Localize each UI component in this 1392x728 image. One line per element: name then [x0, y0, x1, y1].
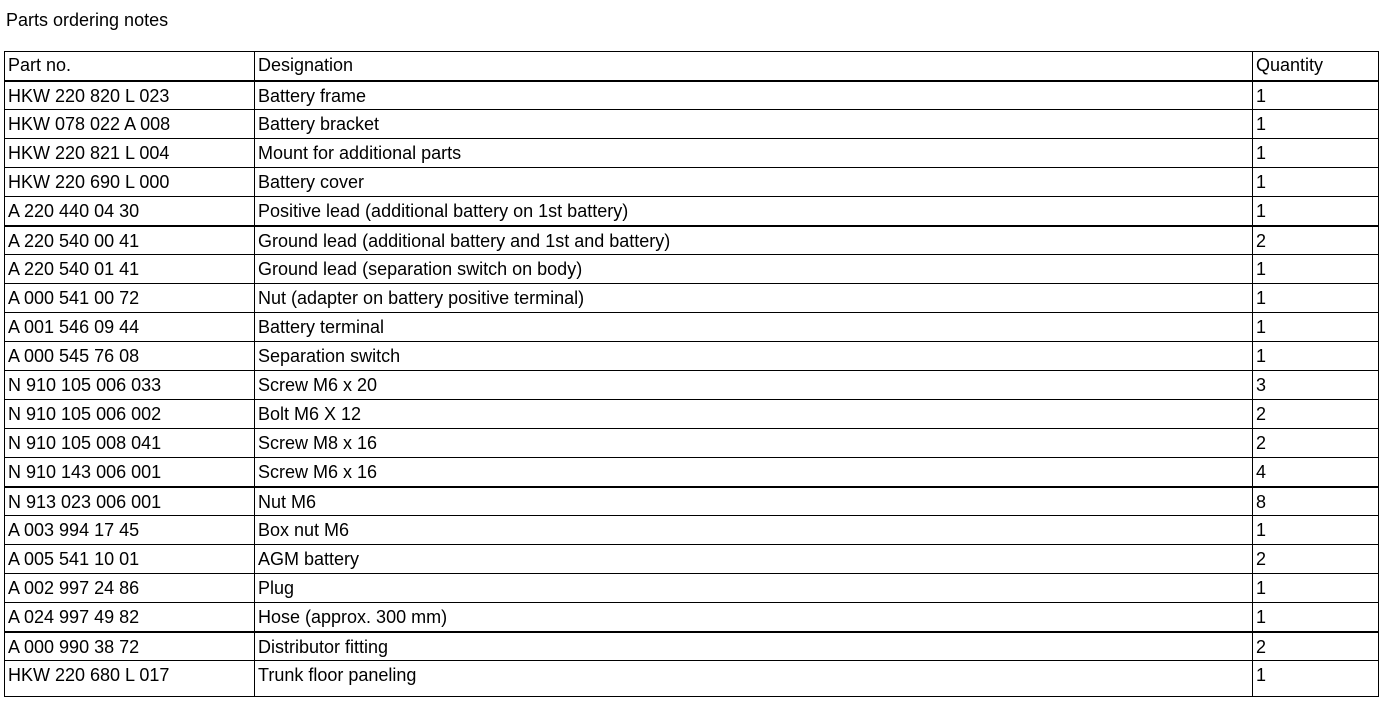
- cell-designation: Bolt M6 X 12: [255, 400, 1253, 429]
- cell-quantity: 2: [1253, 632, 1379, 661]
- cell-designation: Separation switch: [255, 342, 1253, 371]
- cell-quantity: 3: [1253, 371, 1379, 400]
- cell-designation: Box nut M6: [255, 516, 1253, 545]
- cell-part-no: A 220 540 00 41: [5, 226, 255, 255]
- cell-designation: Screw M8 x 16: [255, 429, 1253, 458]
- cell-part-no: N 913 023 006 001: [5, 487, 255, 516]
- table-row: [5, 284, 1379, 313]
- cell-part-no: A 003 994 17 45: [5, 516, 255, 545]
- table-row: [5, 429, 1379, 458]
- cell-quantity: 1: [1253, 110, 1379, 139]
- cell-part-no: A 000 541 00 72: [5, 284, 255, 313]
- cell-quantity: 1: [1253, 342, 1379, 371]
- cell-part-no: N 910 143 006 001: [5, 458, 255, 487]
- table-body: [5, 81, 1379, 697]
- cell-designation: Screw M6 x 20: [255, 371, 1253, 400]
- table-row: [5, 603, 1379, 632]
- cell-designation: Distributor fitting: [255, 632, 1253, 661]
- table-row: [5, 255, 1379, 284]
- cell-part-no: HKW 220 690 L 000: [5, 168, 255, 197]
- table-row: [5, 661, 1379, 697]
- cell-quantity: 8: [1253, 487, 1379, 516]
- cell-quantity: 1: [1253, 168, 1379, 197]
- table-row: [5, 139, 1379, 168]
- cell-quantity: 2: [1253, 226, 1379, 255]
- cell-quantity: 1: [1253, 313, 1379, 342]
- table-row: [5, 487, 1379, 516]
- cell-designation: Ground lead (additional battery and 1st and battery): [255, 226, 1253, 255]
- table-row: [5, 371, 1379, 400]
- cell-designation: Battery cover: [255, 168, 1253, 197]
- table-row: [5, 197, 1379, 226]
- table-row: [5, 168, 1379, 197]
- cell-designation: Battery frame: [255, 81, 1253, 110]
- cell-designation: Nut M6: [255, 487, 1253, 516]
- page-title: Parts ordering notes: [6, 10, 169, 30]
- cell-quantity: 1: [1253, 197, 1379, 226]
- cell-quantity: 1: [1253, 661, 1379, 697]
- cell-part-no: N 910 105 006 033: [5, 371, 255, 400]
- table-row: [5, 545, 1379, 574]
- cell-designation: AGM battery: [255, 545, 1253, 574]
- cell-part-no: N 910 105 006 002: [5, 400, 255, 429]
- cell-quantity: 1: [1253, 81, 1379, 110]
- cell-part-no: A 000 990 38 72: [5, 632, 255, 661]
- cell-quantity: 2: [1253, 400, 1379, 429]
- cell-designation: Screw M6 x 16: [255, 458, 1253, 487]
- cell-quantity: 1: [1253, 139, 1379, 168]
- table-row: [5, 400, 1379, 429]
- cell-part-no: A 220 440 04 30: [5, 197, 255, 226]
- cell-part-no: HKW 220 821 L 004: [5, 139, 255, 168]
- cell-part-no: HKW 078 022 A 008: [5, 110, 255, 139]
- cell-quantity: 2: [1253, 545, 1379, 574]
- table-row: [5, 458, 1379, 487]
- cell-designation: Battery bracket: [255, 110, 1253, 139]
- table-row: [5, 313, 1379, 342]
- column-header-quantity: Quantity: [1253, 52, 1379, 81]
- cell-part-no: A 000 545 76 08: [5, 342, 255, 371]
- table-row: [5, 516, 1379, 545]
- column-header-designation: Designation: [255, 52, 1253, 81]
- cell-designation: Hose (approx. 300 mm): [255, 603, 1253, 632]
- column-header-part-no: Part no.: [5, 52, 255, 81]
- table-row: [5, 110, 1379, 139]
- cell-part-no: A 002 997 24 86: [5, 574, 255, 603]
- cell-quantity: 1: [1253, 284, 1379, 313]
- cell-part-no: N 910 105 008 041: [5, 429, 255, 458]
- cell-designation: Plug: [255, 574, 1253, 603]
- cell-part-no: A 005 541 10 01: [5, 545, 255, 574]
- cell-designation: Ground lead (separation switch on body): [255, 255, 1253, 284]
- cell-designation: Trunk floor paneling: [255, 661, 1253, 697]
- cell-part-no: A 024 997 49 82: [5, 603, 255, 632]
- table-row: [5, 81, 1379, 110]
- cell-part-no: HKW 220 820 L 023: [5, 81, 255, 110]
- table-row: [5, 632, 1379, 661]
- cell-quantity: 4: [1253, 458, 1379, 487]
- cell-part-no: A 001 546 09 44: [5, 313, 255, 342]
- cell-quantity: 2: [1253, 429, 1379, 458]
- cell-designation: Battery terminal: [255, 313, 1253, 342]
- table-row: [5, 226, 1379, 255]
- cell-quantity: 1: [1253, 574, 1379, 603]
- cell-quantity: 1: [1253, 603, 1379, 632]
- cell-quantity: 1: [1253, 516, 1379, 545]
- cell-designation: Nut (adapter on battery positive terminal): [255, 284, 1253, 313]
- table-header-row: [5, 52, 1379, 81]
- table-row: [5, 574, 1379, 603]
- cell-part-no: HKW 220 680 L 017: [5, 661, 255, 697]
- cell-designation: Mount for additional parts: [255, 139, 1253, 168]
- cell-part-no: A 220 540 01 41: [5, 255, 255, 284]
- cell-quantity: 1: [1253, 255, 1379, 284]
- parts-table: [4, 51, 1379, 697]
- table-row: [5, 342, 1379, 371]
- cell-designation: Positive lead (additional battery on 1st battery): [255, 197, 1253, 226]
